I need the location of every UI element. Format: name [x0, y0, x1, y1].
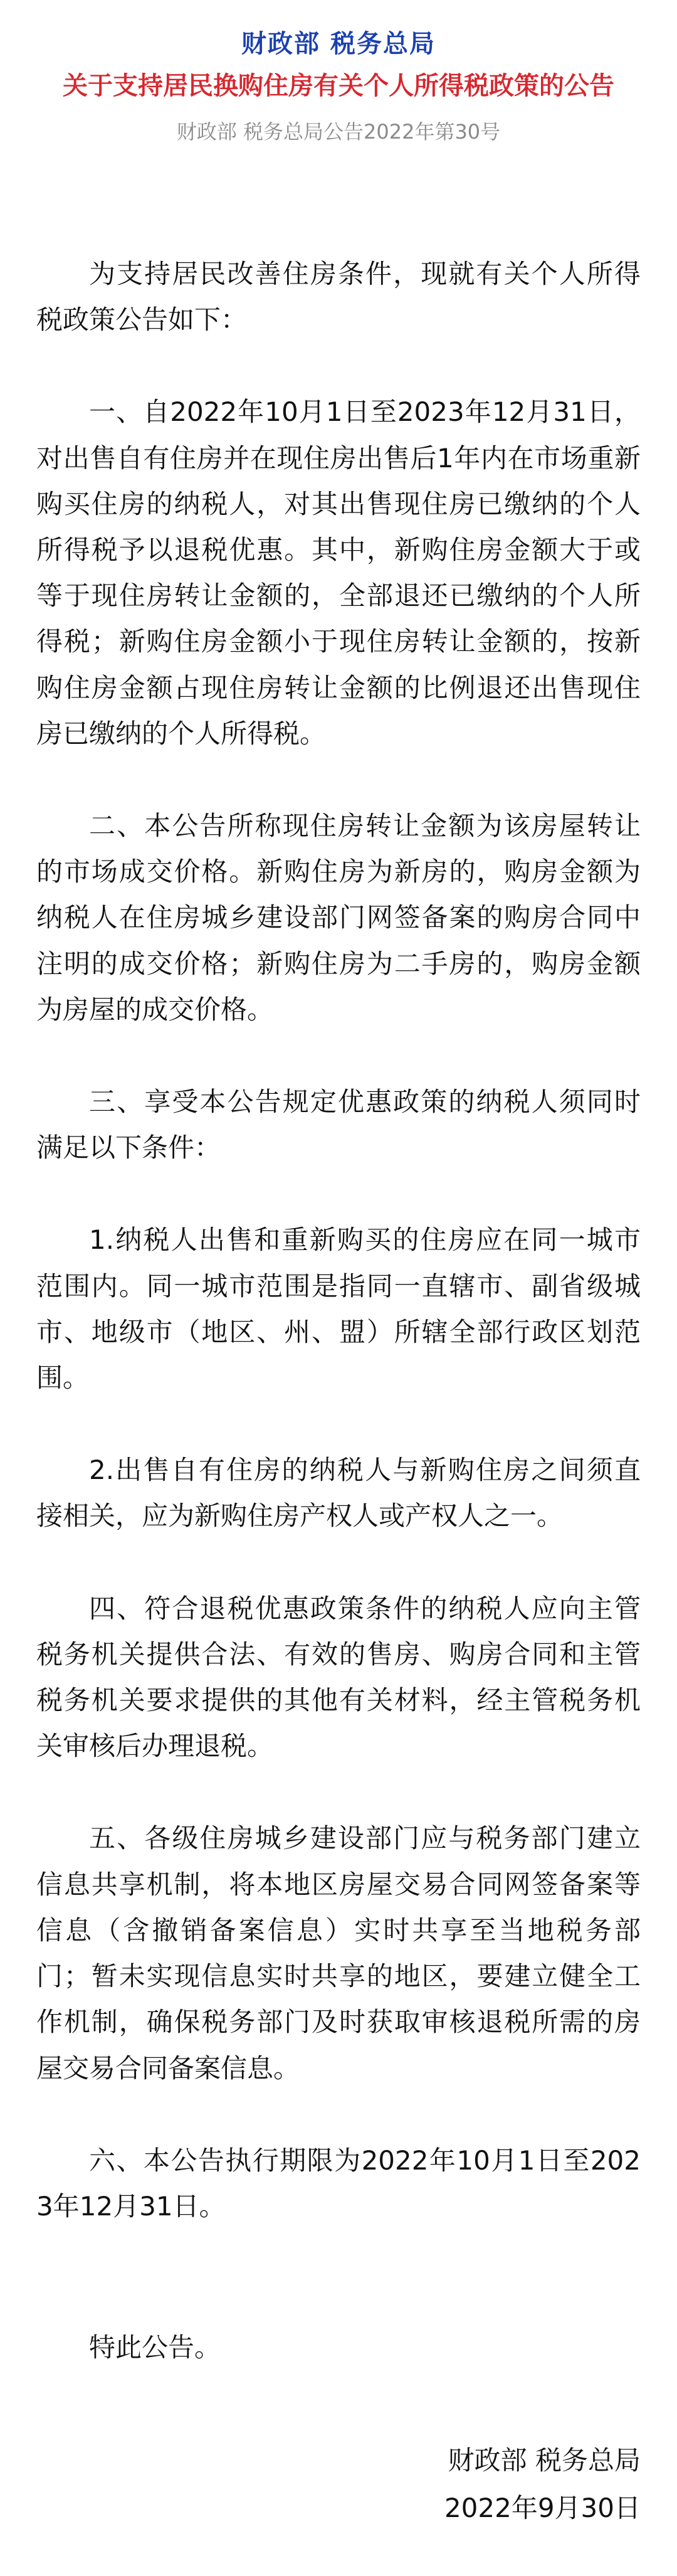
paragraph-clause-5: 五、各级住房城乡建设部门应与税务部门建立信息共享机制，将本地区房屋交易合同网签备案等信息（含撤销备案信息）实时共享至当地税务部门；暂未实现信息实时共享的地区，要建立健全工作机制，确保税务部门及时获取审核退税所需的房屋交易合同备案信息。: [36, 1823, 641, 2084]
paragraph-intro: 为支持居民改善住房条件，现就有关个人所得税政策公告如下：: [36, 258, 641, 336]
document-number: 财政部 税务总局公告2022年第30号: [176, 120, 501, 144]
paragraph-clause-3: 三、享受本公告规定优惠政策的纳税人须同时满足以下条件：: [36, 1086, 641, 1163]
signoff-date: 2022年9月30日: [444, 2493, 641, 2523]
paragraph-clause-2: 二、本公告所称现住房转让金额为该房屋转让的市场成交价格。新购住房为新房的，购房金额为纳税人在住房城乡建设部门网签备案的购房合同中注明的成交价格；新购住房为二手房的，购房金额为房屋的成交价格。: [36, 810, 641, 1025]
paragraph-condition-2: 2.出售自有住房的纳税人与新购住房之间须直接相关，应为新购住房产权人或产权人之一。: [36, 1455, 641, 1532]
paragraph-clause-1: 一、自2022年10月1日至2023年12月31日，对出售自有住房并在现住房出售后1年内在市场重新购买住房的纳税人，对其出售现住房已缴纳的个人所得税予以退税优惠。其中，新购住房金额大于或等于现住房转让金额的，全部退还已缴纳的个人所得税；新购住房金额小于现住房转让金额的，按新购住房金额占现住房转让金额的比例退还出售现住房已缴纳的个人所得税。: [36, 396, 641, 749]
signoff: [444, 2437, 641, 2532]
announcement-title: 关于支持居民换购住房有关个人所得税政策的公告: [63, 72, 614, 100]
closing-statement: 特此公告。: [89, 2332, 221, 2363]
issuer-name: 财政部 税务总局: [241, 29, 436, 58]
paragraph-condition-1: 1.纳税人出售和重新购买的住房应在同一城市范围内。同一城市范围是指同一直辖市、副省级城市、地级市（地区、州、盟）所辖全部行政区划范围。: [36, 1224, 641, 1394]
paragraph-clause-6: 六、本公告执行期限为2022年10月1日至2023年12月31日。: [36, 2144, 641, 2222]
signoff-issuer: 财政部 税务总局: [448, 2445, 641, 2476]
paragraph-clause-4: 四、符合退税优惠政策条件的纳税人应向主管税务机关提供合法、有效的售房、购房合同和主管税务机关要求提供的其他有关材料，经主管税务机关审核后办理退税。: [36, 1593, 641, 1762]
announcement-header: [0, 0, 677, 151]
announcement-body: [36, 251, 641, 2276]
